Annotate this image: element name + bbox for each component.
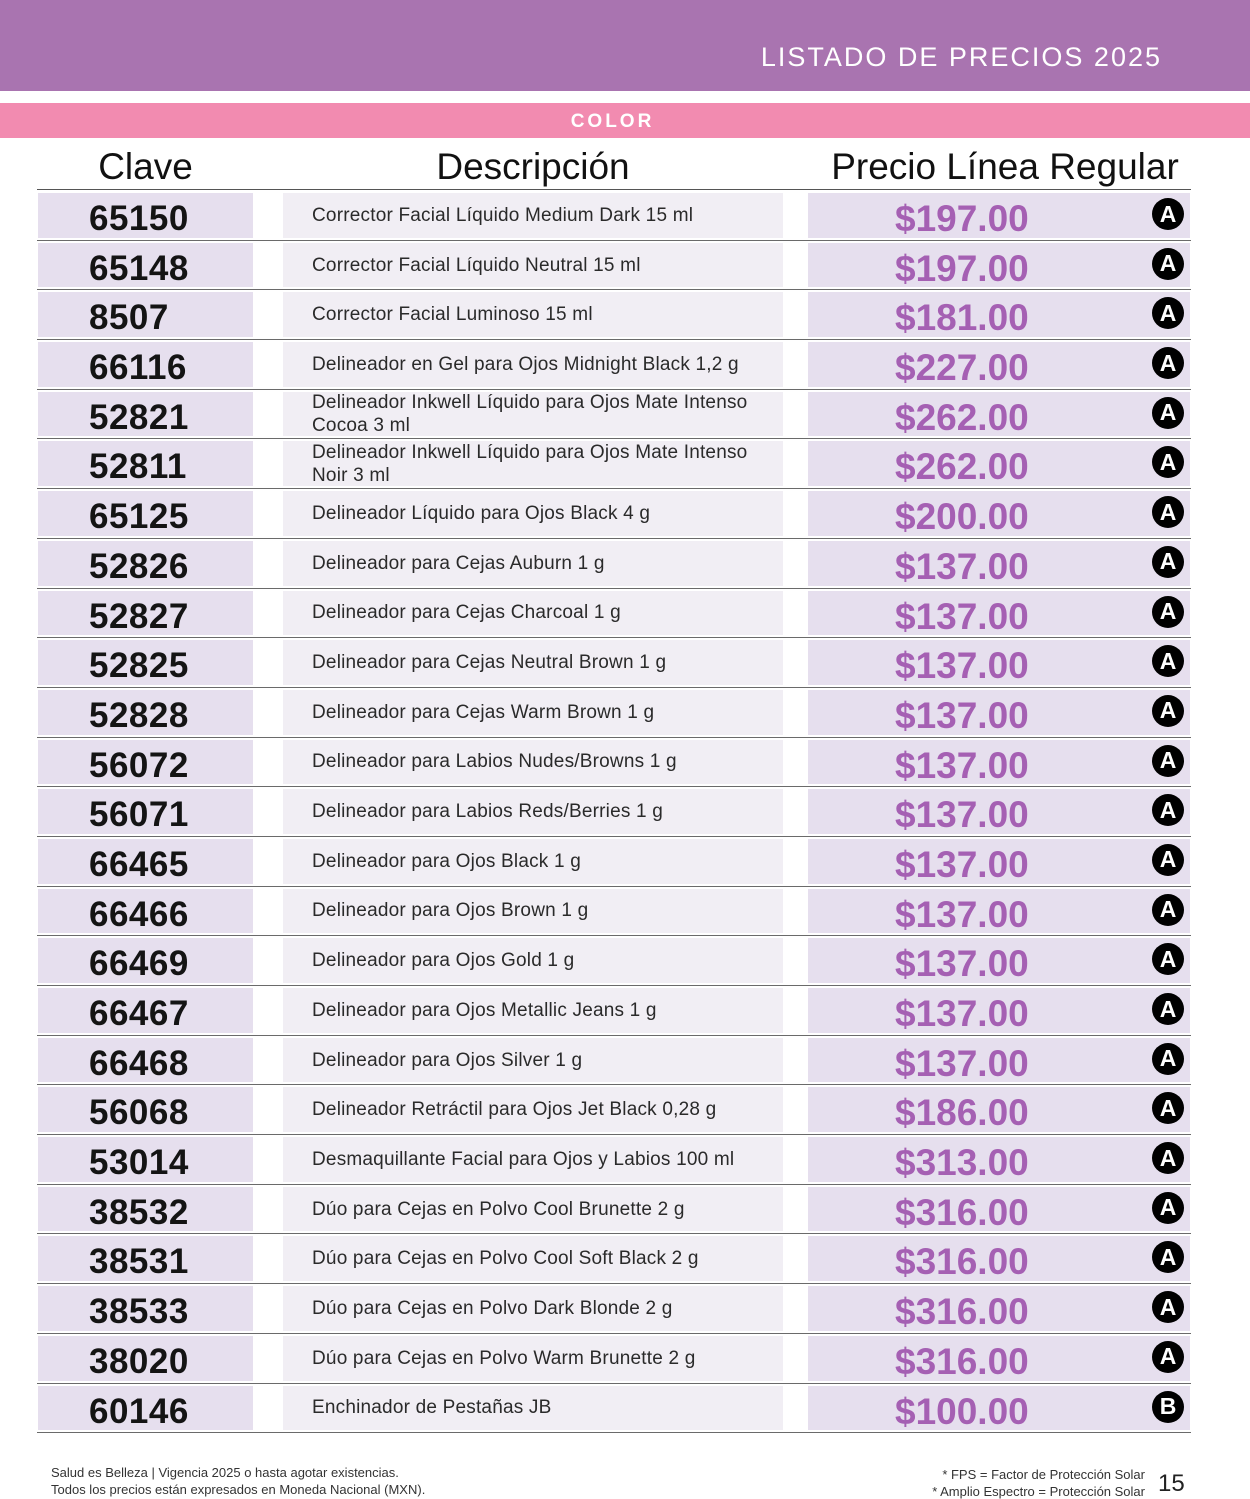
description-cell [283, 1137, 783, 1182]
product-price: $137.00 [895, 893, 1029, 935]
table-row [37, 688, 1191, 738]
product-code: 52827 [89, 596, 189, 636]
description-cell [283, 690, 783, 735]
table-row [37, 589, 1191, 639]
price-cell [808, 243, 1190, 288]
product-code: 52821 [89, 397, 189, 437]
category-badge: A [1152, 1291, 1184, 1323]
table-row [37, 638, 1191, 688]
description-cell [283, 938, 783, 983]
category-badge: A [1152, 596, 1184, 628]
product-description: Delineador para Ojos Silver 1 g [312, 1049, 583, 1071]
description-cell [283, 392, 783, 437]
description-cell [283, 1038, 783, 1083]
table-row [37, 1135, 1191, 1185]
product-price: $181.00 [895, 297, 1029, 339]
product-price: $137.00 [895, 843, 1029, 885]
product-code: 52826 [89, 546, 189, 586]
price-cell [808, 1236, 1190, 1281]
product-price: $137.00 [895, 794, 1029, 836]
product-description: Delineador para Labios Reds/Berries 1 g [312, 801, 664, 823]
product-code: 60146 [89, 1391, 189, 1431]
product-description: Delineador Retráctil para Ojos Jet Black 0,28 g [312, 1099, 717, 1121]
category-badge: A [1152, 297, 1184, 329]
category-badge: B [1152, 1391, 1184, 1423]
table-row [37, 340, 1191, 390]
table-row [37, 1036, 1191, 1086]
price-cell [808, 441, 1190, 486]
table-row [37, 439, 1191, 489]
product-code: 38533 [89, 1292, 189, 1332]
table-row [37, 738, 1191, 788]
product-code: 53014 [89, 1143, 189, 1183]
table-row [37, 1234, 1191, 1284]
table-row [37, 539, 1191, 589]
category-badge: A [1152, 1192, 1184, 1224]
category-badge: A [1152, 1142, 1184, 1174]
code-cell [38, 690, 253, 735]
product-description: Delineador Inkwell Líquido para Ojos Mate Intenso Noir 3 ml [312, 441, 748, 486]
description-cell [283, 342, 783, 387]
column-header-price: Precio Línea Regular [831, 146, 1179, 187]
product-description: Delineador para Ojos Gold 1 g [312, 950, 575, 972]
product-description: Delineador para Ojos Brown 1 g [312, 900, 589, 922]
code-cell [38, 839, 253, 884]
product-description: Delineador para Cejas Neutral Brown 1 g [312, 652, 667, 674]
product-price: $316.00 [895, 1340, 1029, 1382]
price-cell [808, 591, 1190, 636]
price-cell [808, 839, 1190, 884]
product-code: 65148 [89, 248, 189, 288]
footer-legend [932, 1466, 1145, 1499]
code-cell [38, 193, 253, 238]
price-cell [808, 392, 1190, 437]
product-code: 66469 [89, 944, 189, 984]
product-price: $316.00 [895, 1241, 1029, 1283]
product-code: 66468 [89, 1043, 189, 1083]
description-cell [283, 988, 783, 1033]
code-cell [38, 1236, 253, 1281]
table-row [37, 936, 1191, 986]
category-badge: A [1152, 794, 1184, 826]
description-cell [283, 193, 783, 238]
category-badge: A [1152, 496, 1184, 528]
description-cell [283, 889, 783, 934]
product-code: 65125 [89, 497, 189, 537]
description-cell [283, 243, 783, 288]
price-cell [808, 193, 1190, 238]
code-cell [38, 1336, 253, 1381]
header-banner [0, 0, 1250, 91]
category-badge: A [1152, 397, 1184, 429]
price-cell [808, 342, 1190, 387]
section-label: COLOR [570, 111, 655, 132]
product-price: $137.00 [895, 1042, 1029, 1084]
section-bar [0, 103, 1250, 138]
table-row [37, 787, 1191, 837]
price-cell [808, 491, 1190, 536]
product-price: $316.00 [895, 1291, 1029, 1333]
price-table [37, 191, 1191, 1433]
product-code: 52828 [89, 695, 189, 735]
description-cell [283, 1236, 783, 1281]
header-divider [37, 189, 1191, 190]
category-badge: A [1152, 993, 1184, 1025]
product-description: Corrector Facial Líquido Neutral 15 ml [312, 254, 641, 276]
product-description: Desmaquillante Facial para Ojos y Labios 100 ml [312, 1148, 735, 1170]
table-row [37, 191, 1191, 241]
category-badge: A [1152, 695, 1184, 727]
product-code: 38020 [89, 1341, 189, 1381]
product-code: 65150 [89, 199, 189, 238]
product-description: Dúo para Cejas en Polvo Dark Blonde 2 g [312, 1297, 673, 1319]
table-row [37, 241, 1191, 291]
footer-currency: Todos los precios están expresados en Moneda Nacional (MXN). [51, 1482, 426, 1497]
description-cell [283, 1087, 783, 1132]
category-badge: A [1152, 1043, 1184, 1075]
description-cell [283, 1286, 783, 1331]
price-cell [808, 292, 1190, 337]
product-description: Delineador para Cejas Warm Brown 1 g [312, 701, 655, 723]
product-price: $197.00 [895, 198, 1029, 239]
product-price: $100.00 [895, 1390, 1029, 1432]
product-description: Dúo para Cejas en Polvo Cool Brunette 2 g [312, 1198, 685, 1220]
category-badge: A [1152, 1341, 1184, 1373]
price-cell [808, 1137, 1190, 1182]
product-price: $137.00 [895, 645, 1029, 687]
description-cell [283, 1386, 783, 1431]
category-badge: A [1152, 347, 1184, 379]
product-code: 52811 [89, 447, 187, 487]
description-cell [283, 491, 783, 536]
price-cell [808, 1187, 1190, 1232]
product-code: 56071 [89, 795, 189, 835]
category-badge: A [1152, 844, 1184, 876]
product-price: $262.00 [895, 396, 1029, 438]
code-cell [38, 591, 253, 636]
footer-spectrum-note: * Amplio Espectro = Protección Solar [932, 1484, 1145, 1499]
category-badge: A [1152, 745, 1184, 777]
description-cell [283, 591, 783, 636]
product-price: $137.00 [895, 943, 1029, 985]
description-cell [283, 789, 783, 834]
product-price: $313.00 [895, 1142, 1029, 1184]
code-cell [38, 789, 253, 834]
product-price: $262.00 [895, 446, 1029, 488]
page-number: 15 [1158, 1470, 1185, 1497]
code-cell [38, 441, 253, 486]
description-cell [283, 740, 783, 785]
product-description: Delineador para Labios Nudes/Browns 1 g [312, 751, 677, 773]
product-price: $200.00 [895, 496, 1029, 538]
category-badge: A [1152, 446, 1184, 478]
product-description: Corrector Facial Luminoso 15 ml [312, 304, 593, 326]
product-price: $137.00 [895, 545, 1029, 587]
product-price: $186.00 [895, 1092, 1029, 1134]
product-code: 56072 [89, 745, 189, 785]
price-cell [808, 690, 1190, 735]
code-cell [38, 292, 253, 337]
code-cell [38, 1386, 253, 1431]
code-cell [38, 1286, 253, 1331]
table-row [37, 1085, 1191, 1135]
product-description: Delineador para Cejas Charcoal 1 g [312, 602, 621, 624]
price-cell [808, 1087, 1190, 1132]
price-cell [808, 1336, 1190, 1381]
product-description: Delineador para Cejas Auburn 1 g [312, 552, 605, 574]
footer-validity: Salud es Belleza | Vigencia 2025 o hasta agotar existencias. [51, 1465, 399, 1480]
product-description: Delineador para Ojos Black 1 g [312, 850, 581, 872]
product-price: $137.00 [895, 595, 1029, 637]
description-cell [283, 541, 783, 586]
description-cell [283, 441, 783, 486]
price-cell [808, 541, 1190, 586]
footer-fps-note: * FPS = Factor de Protección Solar [942, 1467, 1145, 1482]
table-row [37, 1384, 1191, 1434]
product-description: Delineador Líquido para Ojos Black 4 g [312, 502, 651, 524]
product-description: Delineador Inkwell Líquido para Ojos Mate Intenso Cocoa 3 ml [312, 392, 748, 437]
code-cell [38, 889, 253, 934]
category-badge: A [1152, 248, 1184, 280]
code-cell [38, 541, 253, 586]
price-cell [808, 640, 1190, 685]
product-description: Delineador en Gel para Ojos Midnight Black 1,2 g [312, 353, 739, 375]
code-cell [38, 1038, 253, 1083]
table-row [37, 837, 1191, 887]
code-cell [38, 938, 253, 983]
code-cell [38, 243, 253, 288]
product-description: Corrector Facial Líquido Medium Dark 15 ml [312, 204, 694, 226]
table-row [37, 887, 1191, 937]
product-description: Enchinador de Pestañas JB [312, 1397, 552, 1419]
product-description: Delineador para Ojos Metallic Jeans 1 g [312, 999, 657, 1021]
description-cell [283, 1187, 783, 1232]
product-code: 66466 [89, 894, 189, 934]
product-description: Dúo para Cejas en Polvo Warm Brunette 2 g [312, 1347, 696, 1369]
description-cell [283, 1336, 783, 1381]
price-cell [808, 1286, 1190, 1331]
product-code: 66467 [89, 994, 189, 1033]
page-title: LISTADO DE PRECIOS 2025 [760, 42, 1162, 72]
category-badge: A [1152, 1241, 1184, 1273]
code-cell [38, 342, 253, 387]
table-row [37, 986, 1191, 1036]
product-price: $137.00 [895, 744, 1029, 786]
table-row [37, 390, 1191, 440]
code-cell [38, 1187, 253, 1232]
code-cell [38, 988, 253, 1033]
footer-notes [51, 1464, 425, 1498]
product-price: $137.00 [895, 993, 1029, 1034]
code-cell [38, 640, 253, 685]
product-code: 38531 [89, 1242, 189, 1282]
table-row [37, 1185, 1191, 1235]
price-cell [808, 1038, 1190, 1083]
description-cell [283, 292, 783, 337]
table-row [37, 1334, 1191, 1384]
table-row [37, 290, 1191, 340]
column-header-description: Descripción [436, 146, 630, 187]
price-cell [808, 889, 1190, 934]
code-cell [38, 392, 253, 437]
product-code: 38532 [89, 1192, 189, 1232]
product-code: 66116 [89, 348, 187, 388]
product-code: 52825 [89, 646, 189, 686]
price-cell [808, 988, 1190, 1033]
product-description: Dúo para Cejas en Polvo Cool Soft Black 2 g [312, 1248, 699, 1270]
product-code: 66465 [89, 844, 189, 884]
price-cell [808, 1386, 1190, 1431]
price-cell [808, 740, 1190, 785]
product-price: $197.00 [895, 247, 1029, 289]
table-row [37, 489, 1191, 539]
category-badge: A [1152, 546, 1184, 578]
category-badge: A [1152, 1092, 1184, 1124]
description-cell [283, 839, 783, 884]
column-header-code: Clave [98, 146, 193, 187]
category-badge: A [1152, 894, 1184, 926]
category-badge: A [1152, 943, 1184, 975]
product-code: 8507 [89, 298, 169, 338]
code-cell [38, 1087, 253, 1132]
price-cell [808, 938, 1190, 983]
product-price: $316.00 [895, 1191, 1029, 1233]
category-badge: A [1152, 645, 1184, 677]
product-price: $227.00 [895, 347, 1029, 389]
category-badge: A [1152, 198, 1184, 230]
code-cell [38, 1137, 253, 1182]
product-price: $137.00 [895, 694, 1029, 736]
price-cell [808, 789, 1190, 834]
product-code: 56068 [89, 1093, 189, 1133]
description-cell [283, 640, 783, 685]
code-cell [38, 491, 253, 536]
code-cell [38, 740, 253, 785]
table-row [37, 1284, 1191, 1334]
